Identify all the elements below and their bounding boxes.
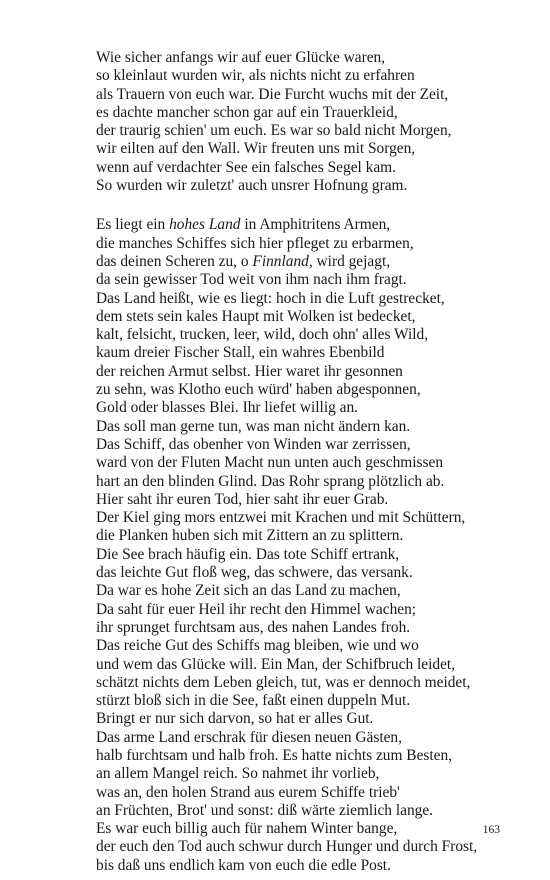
verse-segment: und wem das Glücke will. Ein Man, der Schifbruch leidet, [96,655,456,673]
verse-line [96,656,526,674]
verse-segment: Es liegt ein [96,216,170,234]
verse-segment: was an, den holen Strand aus eurem Schiffe trieb' [96,783,400,801]
verse-line [96,747,526,765]
verse-segment: schätzt nichts dem Leben gleich, tut, was er dennoch meidet, [96,673,471,691]
verse-segment: Es war euch billig auch für nahem Winter bange, [96,820,398,838]
verse-segment: Da war es hohe Zeit sich an das Land zu machen, [96,582,401,600]
verse-line [96,86,526,104]
verse-line [96,527,526,545]
stanza [96,49,526,195]
verse-line [96,619,526,637]
verse-segment: der reichen Armut selbst. Hier waret ihr gesonnen [96,362,403,380]
verse-segment: das deinen Scheren zu, o [96,252,253,270]
verse-line [96,49,526,67]
verse-line [96,399,526,417]
verse-segment: ward von der Fluten Macht nun unten auch geschmissen [96,454,444,472]
verse-line [96,820,526,838]
verse-segment: Wie sicher anfangs wir auf euer Glücke waren, [96,49,386,66]
verse-line [96,344,526,362]
verse-segment: hart an den blinden Glind. Das Rohr sprang plötzlich ab. [96,472,445,490]
verse-segment: ihr sprunget furchtsam aus, des nahen Landes froh. [96,618,411,636]
verse-line [96,271,526,289]
verse-line [96,418,526,436]
verse-segment: es dachte mancher schon gar auf ein Trauerkleid, [96,103,398,121]
verse-italic-segment: hohes Land [169,216,241,234]
verse-line [96,838,526,856]
verse-segment: an Früchten, Brot' und sonst: diß wärte ziemlich lange. [96,801,434,819]
verse-line [96,436,526,454]
verse-segment: So wurden wir zuletzt' auch unsrer Hofnung gram. [96,177,408,195]
verse-segment: an allem Mangel reich. So nahmet ihr vorlieb, [96,765,380,783]
verse-segment: da sein gewisser Tod weit von ihm nach ihm fragt. [96,271,407,289]
page-number: 163 [482,824,500,836]
verse-line [96,674,526,692]
verse-segment: das leichte Gut floß weg, das schwere, das versank. [96,564,413,582]
verse-line [96,140,526,158]
verse-segment: Das Schiff, das obenher von Winden war zerrissen, [96,435,411,453]
verse-line [96,473,526,491]
verse-segment: Bringt er nur sich darvon, so hat er alles Gut. [96,710,374,728]
verse-segment: halb furchtsam und halb froh. Es hatte nichts zum Besten, [96,746,453,764]
verse-line [96,216,526,234]
verse-segment: Das reiche Gut des Schiffs mag bleiben, wie und wo [96,637,419,655]
stanza [96,216,526,875]
verse-segment: der traurig schien' um euch. Es war so bald nicht Morgen, [96,122,452,140]
verse-segment: als Trauern von euch war. Die Furcht wuchs mit der Zeit, [96,85,449,103]
verse-segment: Das arme Land erschrak für diesen neuen Gästen, [96,728,402,746]
verse-line [96,326,526,344]
verse-segment: wir eilten auf den Wall. Wir freuten uns mit Sorgen, [96,140,416,158]
verse-line [96,582,526,600]
verse-line [96,802,526,820]
verse-segment: zu sehn, was Klotho euch würd' haben abgesponnen, [96,381,421,399]
verse-italic-segment: Finnland, [252,252,313,270]
verse-line [96,509,526,527]
verse-line [96,857,526,875]
verse-line [96,710,526,728]
verse-segment: Der Kiel ging mors entzwei mit Krachen und mit Schüttern, [96,509,466,527]
verse-segment: die manches Schiffes sich hier pfleget zu erbarmen, [96,234,414,252]
verse-segment: die Planken huben sich mit Zittern an zu splittern. [96,527,404,545]
verse-segment: dem stets sein kales Haupt mit Wolken ist bedecket, [96,307,416,325]
verse-segment: kalt, felsicht, trucken, leer, wild, doch ohn' alles Wild, [96,326,429,344]
verse-segment: stürzt bloß sich in die See, faßt einen duppeln Mut. [96,692,411,710]
verse-line [96,784,526,802]
verse-segment: so kleinlaut wurden wir, als nichts nicht zu erfahren [96,67,415,85]
verse-line [96,104,526,122]
verse-line [96,564,526,582]
verse-segment: wird gejagt, [312,252,391,270]
verse-line [96,235,526,253]
verse-line [96,363,526,381]
verse-segment: Gold oder blasses Blei. Ihr liefet willig an. [96,399,359,417]
verse-line [96,122,526,140]
verse-line [96,729,526,747]
verse-line [96,765,526,783]
verse-segment: der euch den Tod auch schwur durch Hunger und durch Frost, [96,838,478,856]
verse-segment: Das Land heißt, wie es liegt: hoch in die Luft gestrecket, [96,289,445,307]
verse-segment: wenn auf verdachter See ein falsches Segel kam. [96,158,396,176]
verse-line [96,253,526,271]
verse-line [96,381,526,399]
verse-line [96,159,526,177]
verse-line [96,290,526,308]
verse-segment: Die See brach häufig ein. Das tote Schiff ertrank, [96,545,400,563]
verse-line [96,454,526,472]
verse-line [96,637,526,655]
verse-segment: kaum dreier Fischer Stall, ein wahres Ebenbild [96,344,385,362]
verse-segment: Hier saht ihr euren Tod, hier saht ihr euer Grab. [96,490,389,508]
poem-text [96,49,526,875]
verse-line [96,308,526,326]
verse-line [96,692,526,710]
verse-line [96,491,526,509]
verse-segment: Da saht für euer Heil ihr recht den Himmel wachen; [96,600,417,618]
verse-line [96,177,526,195]
verse-segment: in Amphitritens Armen, [240,216,391,234]
verse-line [96,546,526,564]
verse-line [96,67,526,85]
verse-segment: Das soll man gerne tun, was man nicht ändern kan. [96,417,411,435]
verse-segment: bis daß uns endlich kam von euch die edle Post. [96,856,391,874]
verse-line [96,601,526,619]
